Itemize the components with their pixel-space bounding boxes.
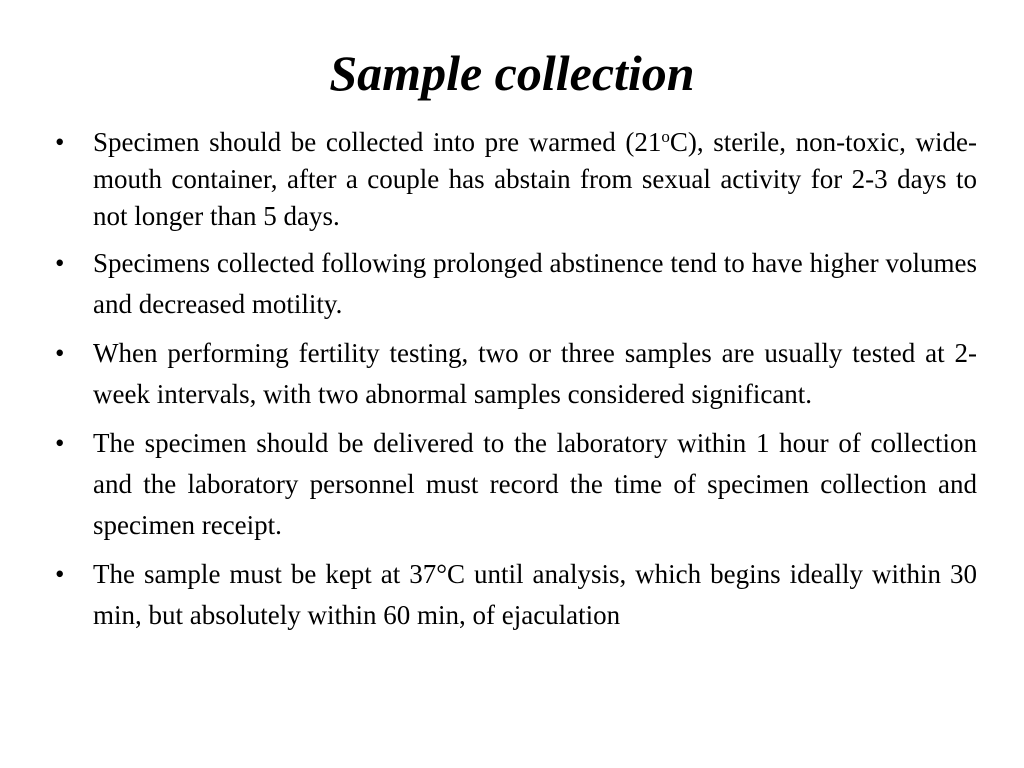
bullet-text-4: The specimen should be delivered to the laboratory within 1 hour of collection and the laboratory personnel must record the time of specimen collection and specimen receipt. — [93, 428, 977, 540]
degree-superscript: o — [661, 127, 670, 146]
bullet-text-1-part-2: C), sterile, non-toxic, wide-mouth container, after a couple has abstain from sexual activity for 2-3 days to not longer than 5 days. — [93, 127, 977, 231]
bullet-text-2: Specimens collected following prolonged abstinence tend to have higher volumes and decreased motility. — [93, 248, 977, 319]
bullet-item-3 — [55, 333, 977, 415]
bullet-icon: • — [55, 248, 65, 278]
slide-title: Sample collection — [329, 45, 695, 101]
bullet-item-5 — [55, 554, 977, 636]
bullet-item-4 — [55, 423, 977, 546]
bullet-text-1-part-1: Specimen should be collected into pre warmed (21 — [93, 127, 662, 157]
bullet-icon: • — [55, 127, 65, 157]
bullet-text-5: The sample must be kept at 37°C until analysis, which begins ideally within 30 min, but absolutely within 60 min, of ejaculation — [93, 559, 977, 630]
bullet-list — [55, 124, 977, 644]
bullet-icon: • — [55, 559, 65, 589]
bullet-item-2 — [55, 243, 977, 325]
bullet-item-1 — [55, 124, 977, 235]
bullet-text-3: When performing fertility testing, two or three samples are usually tested at 2-week intervals, with two abnormal samples considered significant. — [93, 338, 977, 409]
bullet-icon: • — [55, 338, 65, 368]
bullet-icon: • — [55, 428, 65, 458]
